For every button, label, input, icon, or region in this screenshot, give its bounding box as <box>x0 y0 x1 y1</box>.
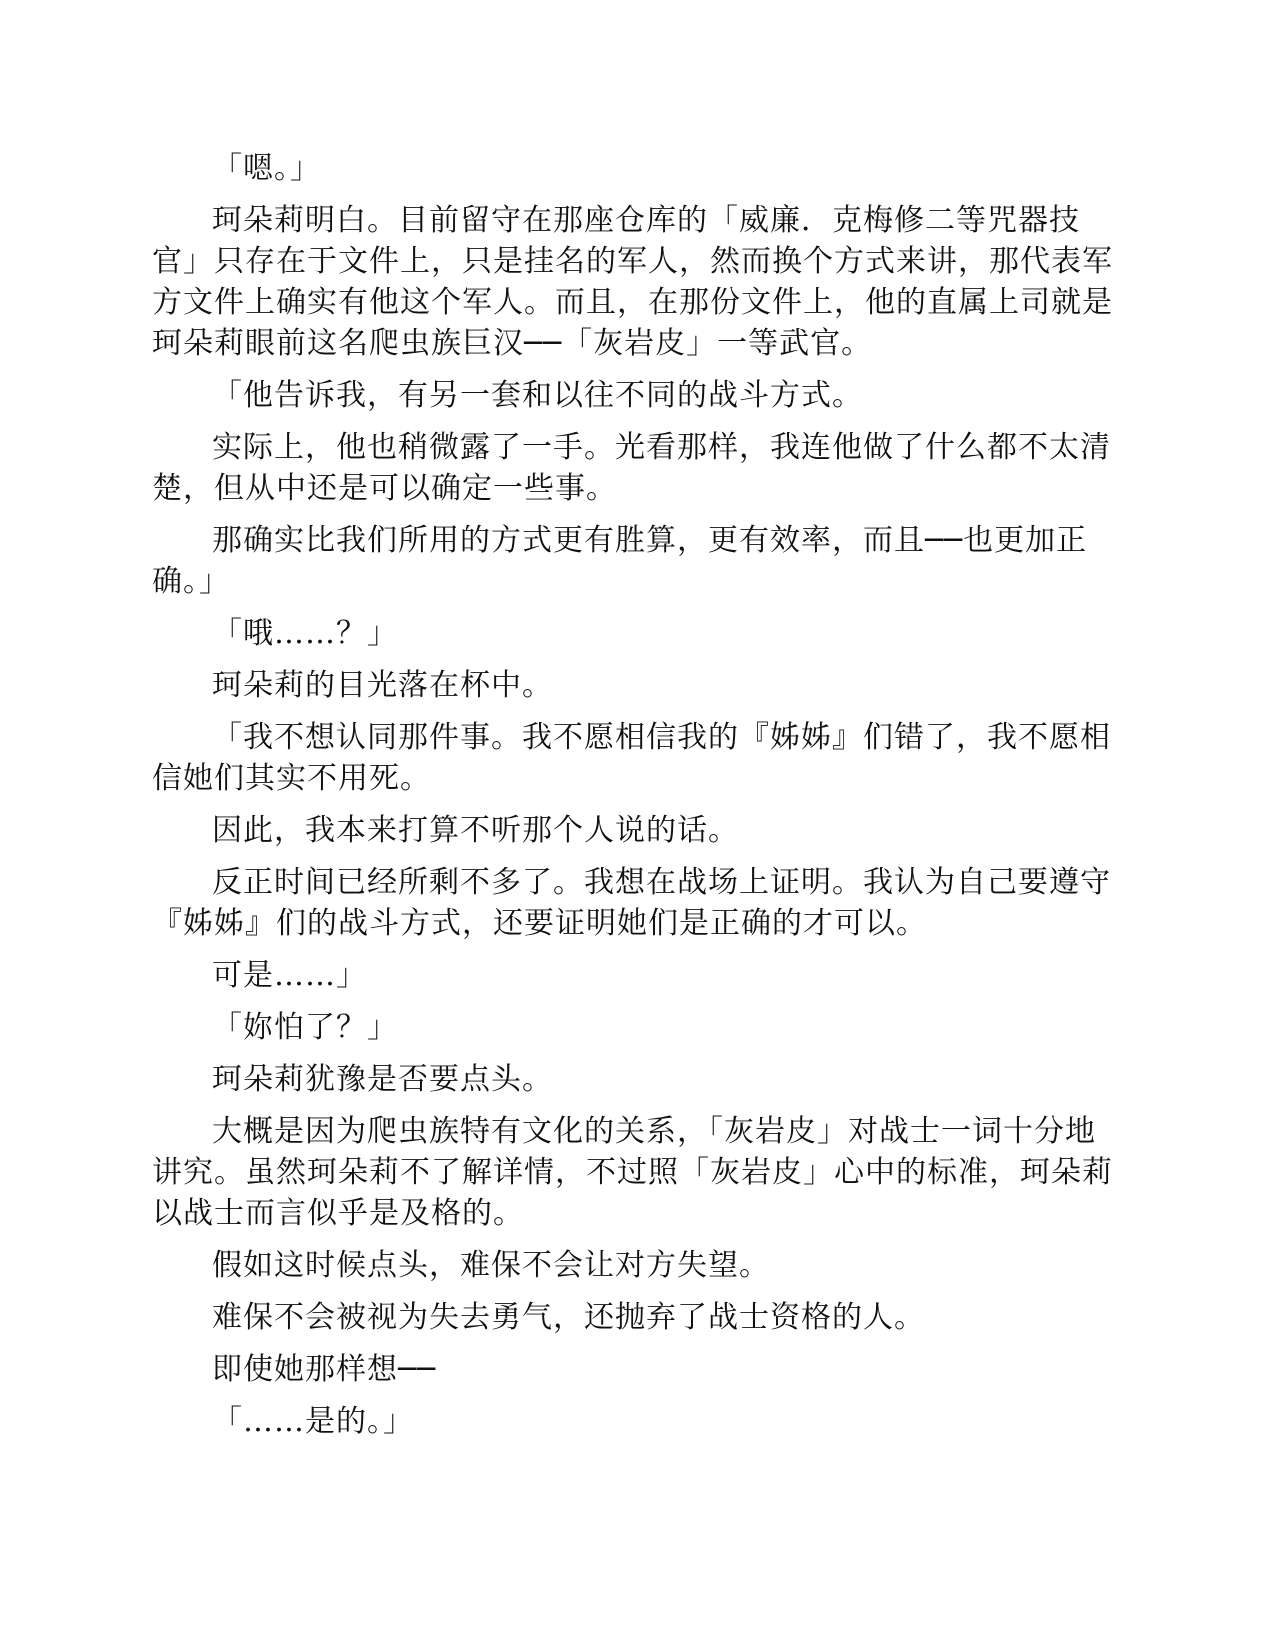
paragraph: 因此，我本来打算不听那个人说的话。 <box>212 813 739 848</box>
paragraph: 那确实比我们所用的方式更有胜算，更有效率，而且──也更加正确。」 <box>152 523 1088 599</box>
paragraph: 难保不会被视为失去勇气，还抛弃了战士资格的人。 <box>212 1300 925 1335</box>
paragraph: 珂朵莉犹豫是否要点头。 <box>212 1062 553 1097</box>
paragraph: 珂朵莉的目光落在杯中。 <box>212 668 553 703</box>
paragraph: 假如这时候点头，难保不会让对方失望。 <box>212 1248 770 1283</box>
paragraph: 珂朵莉明白。目前留守在那座仓库的「威廉．克梅修二等咒器技官」只存在于文件上，只是挂名的军人，然而换个方式来讲，那代表军方文件上确实有他这个军人。而且，在那份文件上，他的直属上司就是珂朵莉眼前这名爬虫族巨汉──「灰岩皮」一等武官。 <box>152 203 1113 361</box>
paragraph: 即使她那样想── <box>212 1352 437 1387</box>
paragraph: 大概是因为爬虫族特有文化的关系，「灰岩皮」对战士一词十分地讲究。虽然珂朵莉不了解详情，不过照「灰岩皮」心中的标准，珂朵莉以战士而言似乎是及格的。 <box>152 1114 1113 1231</box>
text-body <box>152 148 1124 1453</box>
paragraph: 「我不想认同那件事。我不愿相信我的『姊姊』们错了，我不愿相信她们其实不用死。 <box>152 720 1111 796</box>
paragraph: 「哦……？」 <box>212 616 398 651</box>
paragraph: 反正时间已经所剩不多了。我想在战场上证明。我认为自己要遵守『姊姊』们的战斗方式，还要证明她们是正确的才可以。 <box>152 865 1111 941</box>
paragraph: 可是……」 <box>212 958 367 993</box>
paragraph: 「嗯。」 <box>212 151 321 186</box>
paragraph: 「妳怕了？」 <box>212 1010 398 1045</box>
paragraph: 「他告诉我，有另一套和以往不同的战斗方式。 <box>212 378 863 413</box>
paragraph: 实际上，他也稍微露了一手。光看那样，我连他做了什么都不太清楚，但从中还是可以确定一些事。 <box>152 430 1111 506</box>
paragraph: 「……是的。」 <box>212 1404 414 1439</box>
